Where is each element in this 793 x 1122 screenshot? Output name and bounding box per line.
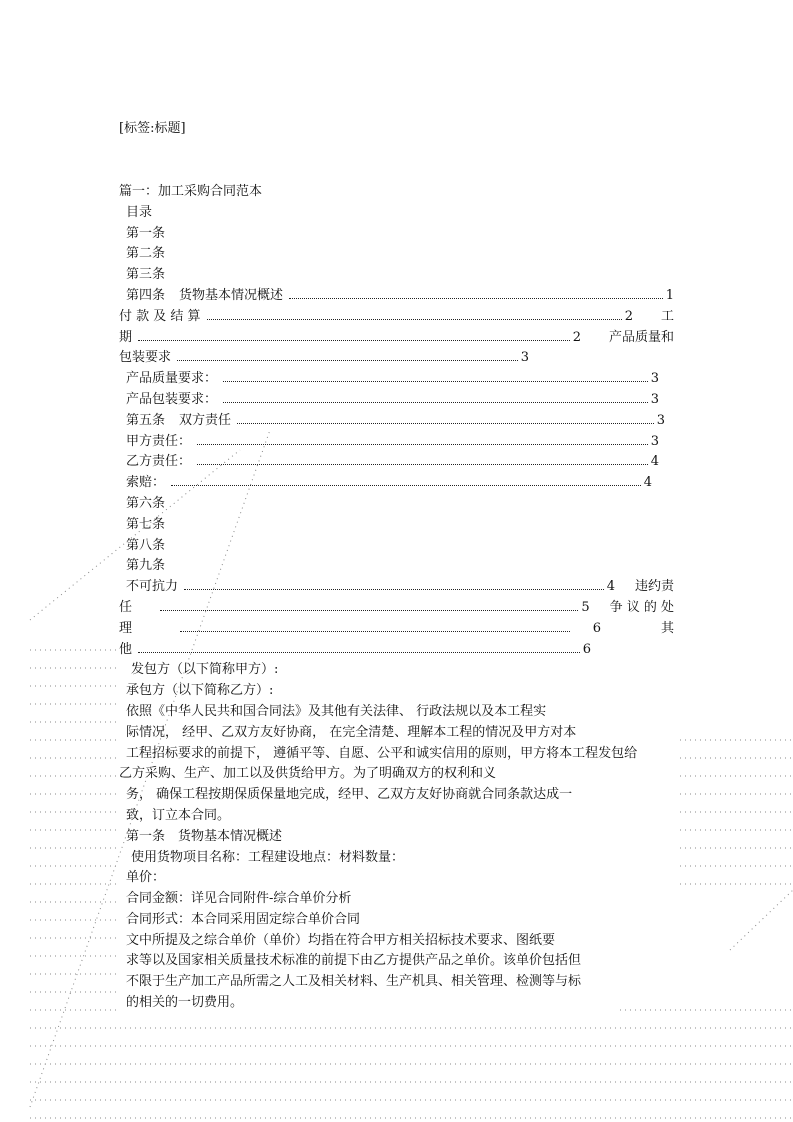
toc-entry-article-6: 第六条: [126, 495, 166, 511]
body-line: 的相关的一切费用。: [126, 995, 244, 1011]
toc-entry-breach[interactable]: [119, 598, 674, 619]
toc-page-number: 3: [650, 433, 659, 449]
toc-page-number: 6: [592, 620, 601, 636]
toc-leader-dots: [138, 652, 580, 653]
toc-leader-dots: [160, 610, 578, 611]
body-line: 求等以及国家相关质量技术标准的前提下由乙方提供产品之单价。该单价包括但: [126, 953, 582, 969]
toc-entry-other[interactable]: [119, 640, 591, 661]
toc-entry-title: 乙方责任：: [126, 454, 192, 470]
toc-title: 目录: [126, 204, 153, 220]
toc-entry-payment[interactable]: [119, 307, 674, 328]
toc-page-number: 2: [572, 329, 581, 345]
body-line: 不限于生产加工产品所需之人工及相关材料、生产机具、相关管理、检测等与标: [126, 974, 582, 990]
toc-entry-title: 不可抗力: [126, 579, 179, 595]
toc-leader-dots: [289, 298, 663, 299]
toc-entry-other-start: 其: [660, 620, 674, 636]
body-line: 文中所提及之综合单价（单价）均指在符合甲方相关招标技术要求、图纸要: [126, 932, 556, 948]
toc-leader-dots: [237, 423, 654, 424]
body-line: 乙方采购、生产、加工以及供货给甲方。为了明确双方的权利和义: [119, 766, 497, 782]
toc-entry-title: 包装要求: [119, 350, 172, 366]
toc-entry-packaging-requirements[interactable]: [119, 390, 659, 411]
toc-entry-title: 他: [119, 641, 133, 657]
body-line: 工程招标要求的前提下， 遵循平等、自愿、公平和诚实信用的原则，甲方将本工程发包给: [126, 745, 638, 761]
toc-entry-number: 第五条: [126, 412, 166, 428]
toc-page-number: 4: [650, 454, 659, 470]
toc-leader-dots: [177, 360, 518, 361]
toc-entry-dispute[interactable]: [119, 619, 674, 640]
toc-entry-article-3: 第三条: [126, 267, 166, 283]
toc-entry-party-a[interactable]: [119, 432, 659, 453]
toc-entry-article-4[interactable]: [119, 286, 674, 307]
toc-leader-dots: [223, 381, 648, 382]
toc-entry-dispute-start: 争 议 的 处: [609, 599, 674, 615]
body-line: 发包方（以下简称甲方）:: [131, 662, 279, 678]
toc-entry-title: 期: [119, 329, 133, 345]
toc-entry-breach-start: 违约责: [634, 579, 674, 595]
document-body: [119, 182, 674, 1014]
body-line: 合同金额：详见合同附件-综合单价分析: [126, 891, 352, 907]
toc-page-number: 3: [650, 371, 659, 387]
toc-entry-quality-packaging[interactable]: [119, 348, 529, 369]
toc-entry-title: 货物基本情况概述: [179, 287, 284, 303]
toc-page-number: 4: [606, 579, 615, 595]
toc-entry-title: 任: [119, 599, 133, 615]
toc-page-number: 3: [656, 412, 665, 428]
toc-entry-title: 双方责任: [179, 412, 232, 428]
body-line: 合同形式：本合同采用固定综合单价合同: [126, 911, 361, 927]
toc-leader-dots: [171, 485, 641, 486]
toc-page-number: 3: [520, 350, 529, 366]
tag-title: [标签:标题]: [119, 121, 186, 136]
toc-entry-title: 理: [119, 620, 133, 636]
toc-entry-title: 付 款 及 结 算: [119, 308, 201, 324]
toc-entry-period[interactable]: [119, 328, 674, 349]
toc-entry-force-majeure[interactable]: [119, 577, 674, 598]
toc-entry-quality-requirements[interactable]: [119, 369, 659, 390]
toc-leader-dots: [180, 631, 570, 632]
toc-entry-title: 甲方责任：: [126, 433, 192, 449]
toc-entry-article-2: 第二条: [126, 246, 166, 262]
toc-page-number: 3: [650, 391, 659, 407]
toc-entry-period-start: 工: [660, 308, 674, 324]
toc-entry-article-9: 第九条: [126, 558, 166, 574]
toc-leader-dots: [184, 589, 604, 590]
toc-leader-dots: [138, 340, 570, 341]
toc-leader-dots: [223, 402, 648, 403]
toc-entry-claims[interactable]: [119, 473, 652, 494]
body-line: 承包方（以下简称乙方）:: [126, 683, 274, 699]
toc-entry-article-5[interactable]: [119, 411, 665, 432]
body-line: 使用货物项目名称：工程建设地点：材料数量：: [131, 849, 405, 865]
toc-entry-title: 产品质量要求：: [126, 371, 218, 387]
toc-entry-title: 索赔：: [126, 475, 166, 491]
toc-page-number: 4: [643, 475, 652, 491]
body-line: 际情况， 经甲、乙双方友好协商， 在完全清楚、理解本工程的情况及甲方对本: [126, 724, 577, 740]
toc-entry-title: 产品包装要求：: [126, 391, 218, 407]
toc-entry-number: 第四条: [126, 287, 166, 303]
toc-entry-article-8: 第八条: [126, 537, 166, 553]
body-line: 单价：: [126, 870, 166, 886]
toc-entry-quality-start: 产品质量和: [608, 329, 674, 345]
toc-page-number: 5: [581, 599, 590, 615]
document-heading: 篇一：加工采购合同范本: [119, 184, 263, 199]
toc-entry-party-b[interactable]: [119, 452, 659, 473]
toc-leader-dots: [197, 464, 648, 465]
section-heading-article-1: 第一条 货物基本情况概述: [126, 828, 283, 844]
body-line: 致，订立本合同。: [126, 807, 231, 823]
toc-page-number: 1: [665, 287, 674, 303]
toc-page-number: 6: [582, 641, 591, 657]
toc-page-number: 2: [624, 308, 633, 324]
toc-entry-article-1: 第一条: [126, 225, 166, 241]
body-line: 务， 确保工程按期保质保量地完成，经甲、乙双方友好协商就合同条款达成一: [126, 787, 573, 803]
toc-entry-article-7: 第七条: [126, 516, 166, 532]
toc-leader-dots: [207, 319, 622, 320]
body-line: 依照《中华人民共和国合同法》及其他有关法律、 行政法规以及本工程实: [126, 703, 547, 719]
toc-leader-dots: [197, 444, 648, 445]
